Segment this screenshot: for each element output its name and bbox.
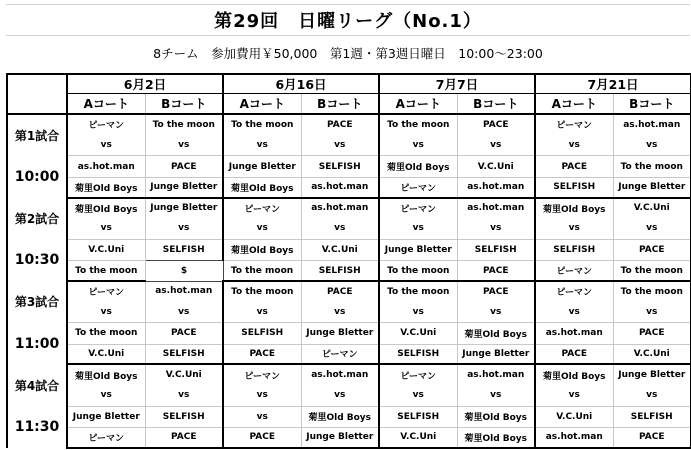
court-a-header[interactable]: Aコート bbox=[67, 94, 145, 114]
team-cell[interactable]: To the moon bbox=[223, 114, 301, 134]
team-cell[interactable]: as.hot.man bbox=[457, 198, 535, 218]
team-cell[interactable]: Junge Bletter bbox=[67, 406, 145, 427]
team-cell[interactable]: To the moon bbox=[613, 261, 691, 281]
vs-cell[interactable]: vs bbox=[457, 218, 535, 239]
match-row bbox=[7, 177, 691, 197]
match-label-cell[interactable]: 第4試合 bbox=[7, 364, 67, 406]
vs-cell[interactable]: vs bbox=[613, 218, 691, 239]
team-cell[interactable]: To the moon bbox=[613, 281, 691, 301]
match-time-cell[interactable]: 10:30 bbox=[7, 239, 67, 281]
team-cell[interactable]: SELFISH bbox=[457, 239, 535, 260]
team-cell[interactable]: ピーマン bbox=[67, 114, 145, 134]
team-cell[interactable]: Junge Bletter bbox=[301, 427, 379, 448]
team-cell[interactable]: Junge Bletter bbox=[379, 239, 457, 260]
team-cell[interactable]: ピーマン bbox=[223, 198, 301, 218]
court-b-header[interactable]: Bコート bbox=[613, 94, 691, 114]
team-cell[interactable]: PACE bbox=[535, 344, 613, 364]
vs-cell[interactable]: vs bbox=[535, 218, 613, 239]
team-cell[interactable]: 菊里Old Boys bbox=[457, 323, 535, 344]
team-cell[interactable]: Junge Bletter bbox=[145, 177, 223, 197]
vs-cell[interactable]: vs bbox=[145, 301, 223, 322]
header-corner-cell[interactable] bbox=[7, 74, 67, 114]
vs-cell[interactable]: vs bbox=[67, 301, 145, 322]
match-row bbox=[7, 323, 691, 344]
team-cell[interactable]: V.C.Uni bbox=[67, 344, 145, 364]
vs-cell[interactable]: vs bbox=[223, 385, 301, 406]
team-cell[interactable]: PACE bbox=[223, 427, 301, 448]
vs-cell[interactable]: vs bbox=[379, 218, 457, 239]
team-cell[interactable]: SELFISH bbox=[535, 177, 613, 197]
team-cell[interactable]: as.hot.man bbox=[457, 177, 535, 197]
team-cell[interactable]: SELFISH bbox=[145, 239, 223, 260]
team-cell[interactable]: To the moon bbox=[145, 114, 223, 134]
team-cell[interactable]: as.hot.man bbox=[301, 364, 379, 384]
match-row bbox=[7, 281, 691, 301]
team-cell[interactable]: 菊里Old Boys bbox=[67, 198, 145, 218]
team-cell[interactable]: To the moon bbox=[379, 281, 457, 301]
team-cell[interactable]: 菊里Old Boys bbox=[457, 427, 535, 448]
team-cell[interactable]: 菊里Old Boys bbox=[535, 198, 613, 218]
vs-cell[interactable]: vs bbox=[67, 135, 145, 156]
match-time-cell[interactable]: 11:00 bbox=[7, 323, 67, 365]
vs-cell[interactable]: vs bbox=[67, 385, 145, 406]
match-row bbox=[7, 261, 691, 281]
editing-cell[interactable]: $ bbox=[145, 261, 223, 281]
team-cell[interactable]: SELFISH bbox=[223, 323, 301, 344]
vs-cell[interactable]: vs bbox=[379, 385, 457, 406]
match-row bbox=[7, 406, 691, 427]
team-cell[interactable]: PACE bbox=[145, 323, 223, 344]
team-cell[interactable]: ピーマン bbox=[67, 281, 145, 301]
team-cell[interactable]: PACE bbox=[613, 239, 691, 260]
team-cell[interactable]: PACE bbox=[301, 114, 379, 134]
team-cell[interactable]: SELFISH bbox=[379, 344, 457, 364]
vs-cell[interactable]: vs bbox=[613, 385, 691, 406]
vs-cell[interactable]: vs bbox=[457, 385, 535, 406]
team-cell[interactable]: ピーマン bbox=[67, 427, 145, 448]
team-cell[interactable]: Junge Bletter bbox=[301, 323, 379, 344]
team-cell[interactable]: 菊里Old Boys bbox=[457, 406, 535, 427]
schedule-table bbox=[6, 73, 691, 449]
match-row bbox=[7, 156, 691, 177]
vs-cell[interactable]: vs bbox=[613, 135, 691, 156]
match-row bbox=[7, 364, 691, 384]
match-time-cell[interactable]: 11:30 bbox=[7, 406, 67, 448]
team-cell[interactable]: PACE bbox=[535, 156, 613, 177]
vs-cell[interactable]: vs bbox=[145, 135, 223, 156]
team-cell[interactable]: Junge Bletter bbox=[145, 198, 223, 218]
court-a-header[interactable]: Aコート bbox=[223, 94, 301, 114]
team-cell[interactable]: V.C.Uni bbox=[535, 406, 613, 427]
vs-cell[interactable]: vs bbox=[223, 301, 301, 322]
vs-cell[interactable]: vs bbox=[145, 218, 223, 239]
team-cell[interactable]: as.hot.man bbox=[145, 281, 223, 301]
team-cell[interactable]: ピーマン bbox=[379, 177, 457, 197]
date-header[interactable]: 7月21日 bbox=[535, 74, 691, 94]
match-label-cell[interactable]: 第3試合 bbox=[7, 281, 67, 323]
court-a-header[interactable]: Aコート bbox=[379, 94, 457, 114]
team-cell[interactable]: SELFISH bbox=[145, 344, 223, 364]
team-cell[interactable]: Junge Bletter bbox=[223, 156, 301, 177]
team-cell[interactable]: PACE bbox=[145, 156, 223, 177]
team-cell[interactable]: vs bbox=[223, 406, 301, 427]
team-cell[interactable]: as.hot.man bbox=[535, 427, 613, 448]
team-cell[interactable]: 菊里Old Boys bbox=[535, 364, 613, 384]
vs-cell[interactable]: vs bbox=[67, 218, 145, 239]
team-cell[interactable]: V.C.Uni bbox=[379, 323, 457, 344]
team-cell[interactable]: V.C.Uni bbox=[613, 344, 691, 364]
match-label-cell[interactable]: 第1試合 bbox=[7, 114, 67, 156]
team-cell[interactable]: PACE bbox=[301, 281, 379, 301]
team-cell[interactable]: Junge Bletter bbox=[613, 177, 691, 197]
team-cell[interactable]: as.hot.man bbox=[613, 114, 691, 134]
match-row bbox=[7, 239, 691, 260]
match-row bbox=[7, 198, 691, 218]
vs-cell[interactable]: vs bbox=[457, 135, 535, 156]
vs-cell[interactable]: vs bbox=[301, 135, 379, 156]
court-a-header[interactable]: Aコート bbox=[535, 94, 613, 114]
team-cell[interactable]: PACE bbox=[613, 323, 691, 344]
team-cell[interactable]: ピーマン bbox=[223, 364, 301, 384]
team-cell[interactable]: SELFISH bbox=[301, 261, 379, 281]
team-cell[interactable]: ピーマン bbox=[535, 281, 613, 301]
match-row bbox=[7, 344, 691, 364]
match-label-cell[interactable]: 第2試合 bbox=[7, 198, 67, 240]
team-cell[interactable]: V.C.Uni bbox=[379, 427, 457, 448]
court-b-header[interactable]: Bコート bbox=[301, 94, 379, 114]
court-b-header[interactable]: Bコート bbox=[145, 94, 223, 114]
team-cell[interactable]: as.hot.man bbox=[67, 156, 145, 177]
team-cell[interactable]: PACE bbox=[457, 114, 535, 134]
date-header[interactable]: 7月7日 bbox=[379, 74, 535, 94]
vs-cell[interactable]: vs bbox=[535, 301, 613, 322]
team-cell[interactable]: To the moon bbox=[67, 323, 145, 344]
team-cell[interactable]: ピーマン bbox=[535, 114, 613, 134]
vs-cell[interactable]: vs bbox=[223, 218, 301, 239]
match-row bbox=[7, 218, 691, 239]
team-cell[interactable]: PACE bbox=[457, 261, 535, 281]
match-row bbox=[7, 135, 691, 156]
team-cell[interactable]: as.hot.man bbox=[535, 323, 613, 344]
team-cell[interactable]: SELFISH bbox=[145, 406, 223, 427]
vs-cell[interactable]: vs bbox=[145, 385, 223, 406]
team-cell[interactable]: as.hot.man bbox=[301, 177, 379, 197]
team-cell[interactable]: ピーマン bbox=[535, 261, 613, 281]
team-cell[interactable]: V.C.Uni bbox=[301, 239, 379, 260]
team-cell[interactable]: To the moon bbox=[613, 156, 691, 177]
schedule-grid bbox=[6, 73, 690, 449]
match-row bbox=[7, 427, 691, 448]
team-cell[interactable]: 菊里Old Boys bbox=[223, 239, 301, 260]
team-cell[interactable]: SELFISH bbox=[379, 406, 457, 427]
court-b-header[interactable]: Bコート bbox=[457, 94, 535, 114]
team-cell[interactable]: V.C.Uni bbox=[145, 364, 223, 384]
team-cell[interactable]: 菊里Old Boys bbox=[301, 406, 379, 427]
vs-cell[interactable]: vs bbox=[379, 135, 457, 156]
vs-cell[interactable]: vs bbox=[535, 385, 613, 406]
team-cell[interactable]: ピーマン bbox=[379, 364, 457, 384]
team-cell[interactable]: V.C.Uni bbox=[613, 198, 691, 218]
team-cell[interactable]: PACE bbox=[223, 344, 301, 364]
team-cell[interactable]: SELFISH bbox=[535, 239, 613, 260]
team-cell[interactable]: Junge Bletter bbox=[613, 364, 691, 384]
match-row bbox=[7, 114, 691, 134]
team-cell[interactable]: as.hot.man bbox=[301, 198, 379, 218]
team-cell[interactable]: ピーマン bbox=[379, 198, 457, 218]
team-cell[interactable]: SELFISH bbox=[613, 406, 691, 427]
match-time-cell[interactable]: 10:00 bbox=[7, 156, 67, 198]
team-cell[interactable]: ピーマン bbox=[301, 344, 379, 364]
vs-cell[interactable]: vs bbox=[301, 385, 379, 406]
team-cell[interactable]: To the moon bbox=[379, 261, 457, 281]
team-cell[interactable]: Junge Bletter bbox=[457, 344, 535, 364]
league-info: 8チーム 参加費用￥50,000 第1週・第3週日曜日 10:00～23:00 bbox=[153, 46, 543, 61]
team-cell[interactable]: To the moon bbox=[379, 114, 457, 134]
date-header[interactable]: 6月2日 bbox=[67, 74, 223, 94]
match-row bbox=[7, 385, 691, 406]
vs-cell[interactable]: vs bbox=[613, 301, 691, 322]
team-cell[interactable]: 菊里Old Boys bbox=[67, 177, 145, 197]
match-row bbox=[7, 301, 691, 322]
team-cell[interactable]: PACE bbox=[145, 427, 223, 448]
team-cell[interactable]: To the moon bbox=[223, 281, 301, 301]
team-cell[interactable]: 菊里Old Boys bbox=[379, 156, 457, 177]
date-header[interactable]: 6月16日 bbox=[223, 74, 379, 94]
vs-cell[interactable]: vs bbox=[535, 135, 613, 156]
page-title: 第29回 日曜リーグ（No.1） bbox=[6, 4, 690, 36]
vs-cell[interactable]: vs bbox=[301, 218, 379, 239]
vs-cell[interactable]: vs bbox=[223, 135, 301, 156]
team-cell[interactable]: PACE bbox=[457, 281, 535, 301]
team-cell[interactable]: PACE bbox=[613, 427, 691, 448]
team-cell[interactable]: To the moon bbox=[67, 261, 145, 281]
team-cell[interactable]: SELFISH bbox=[301, 156, 379, 177]
team-cell[interactable]: as.hot.man bbox=[457, 364, 535, 384]
team-cell[interactable]: V.C.Uni bbox=[67, 239, 145, 260]
team-cell[interactable]: To the moon bbox=[223, 261, 301, 281]
team-cell[interactable]: 菊里Old Boys bbox=[67, 364, 145, 384]
match-rows bbox=[7, 114, 691, 448]
vs-cell[interactable]: vs bbox=[379, 301, 457, 322]
vs-cell[interactable]: vs bbox=[301, 301, 379, 322]
team-cell[interactable]: 菊里Old Boys bbox=[223, 177, 301, 197]
team-cell[interactable]: V.C.Uni bbox=[457, 156, 535, 177]
vs-cell[interactable]: vs bbox=[457, 301, 535, 322]
